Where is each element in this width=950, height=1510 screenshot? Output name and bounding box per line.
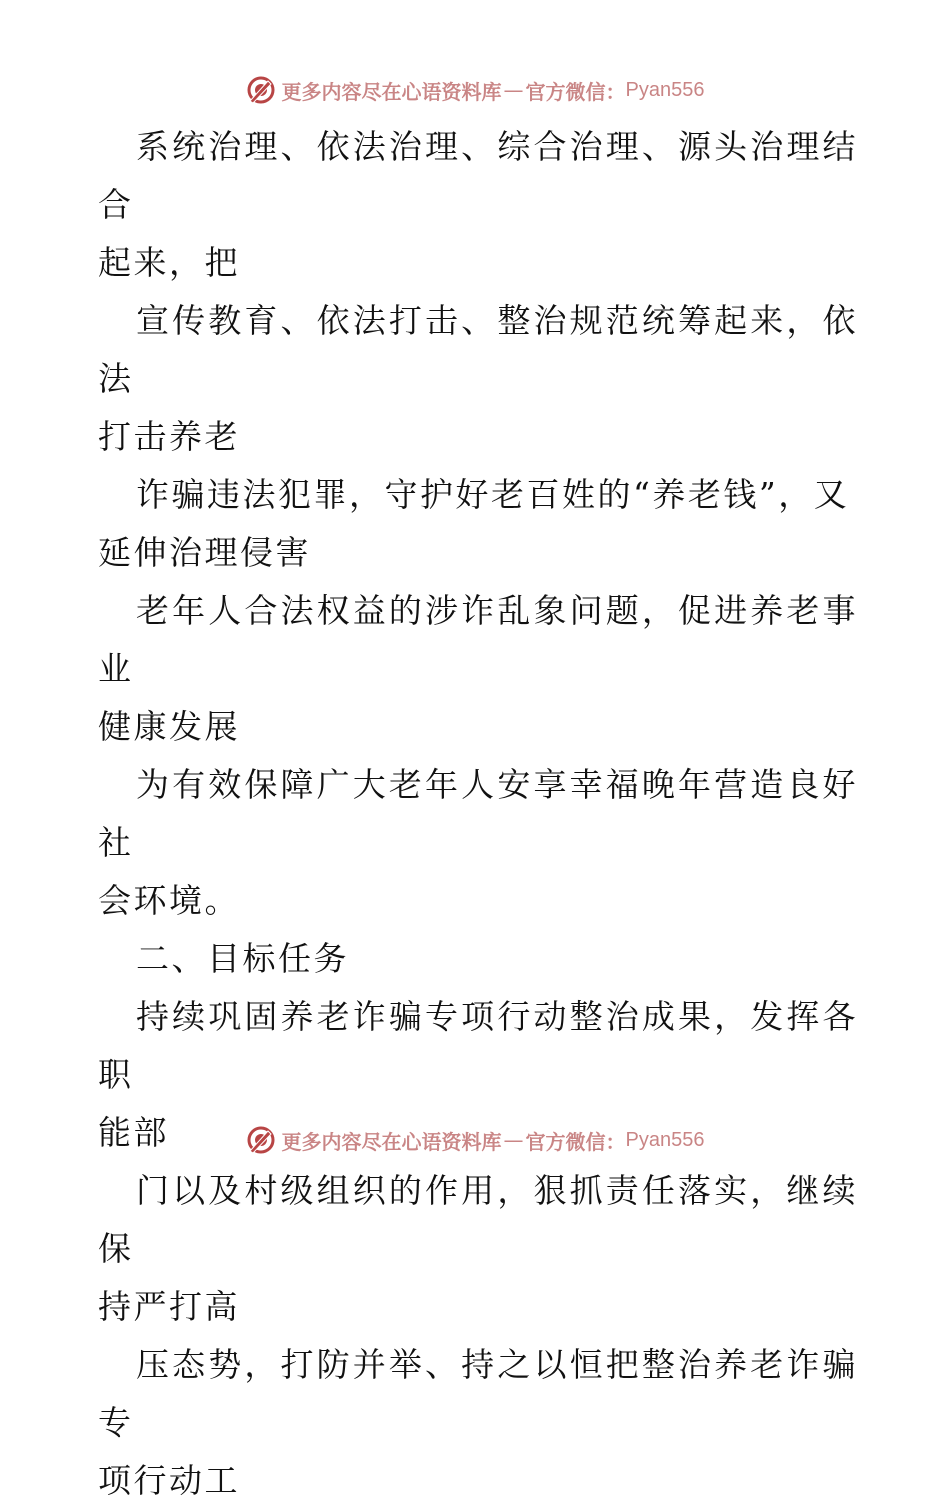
paragraph-first-line: 老年人合法权益的涉诈乱象问题，促进养老事业	[98, 591, 858, 688]
paragraph-continuation: 项行动工	[98, 1461, 240, 1500]
paragraph-first-line: 诈骗违法犯罪，守护好老百姓的“养老钱”，又	[136, 475, 850, 514]
paragraph-first-line: 压态势，打防并举、持之以恒把整治养老诈骗专	[98, 1345, 858, 1442]
paragraph-continuation: 会环境。	[98, 881, 240, 920]
paragraph-continuation: 持严打高	[98, 1287, 240, 1326]
paragraph	[98, 582, 858, 756]
paragraph-continuation: 延伸治理侵害	[98, 533, 311, 572]
watermark-wechat-id: Pyan556	[625, 78, 705, 101]
paragraph-first-line: 为有效保障广大老年人安享幸福晚年营造良好社	[98, 765, 858, 862]
paragraph-first-line: 门以及村级组织的作用，狠抓责任落实，继续保	[98, 1171, 858, 1268]
header-watermark	[0, 70, 950, 110]
paragraph	[98, 292, 858, 466]
watermark-separator: —	[503, 1128, 524, 1152]
watermark-suffix: 官方微信：	[525, 79, 626, 104]
section-heading	[98, 930, 858, 988]
watermark-text: 更多内容尽在心语资料库	[281, 1129, 502, 1154]
watermark-wechat-id: Pyan556	[625, 1128, 705, 1151]
paragraph-continuation: 打击养老	[98, 417, 240, 456]
paragraph-first-line: 持续巩固养老诈骗专项行动整治成果，发挥各职	[98, 997, 858, 1094]
paragraph-continuation: 起来，把	[98, 243, 240, 282]
watermark-separator: —	[503, 78, 524, 102]
watermark-suffix: 官方微信：	[525, 1129, 626, 1154]
watermark-text: 更多内容尽在心语资料库	[281, 79, 502, 104]
paragraph-continuation: 能部	[98, 1113, 169, 1152]
paragraph	[98, 1162, 858, 1336]
document-body	[98, 118, 858, 1510]
paragraph	[98, 466, 858, 582]
paragraph-first-line: 系统治理、依法治理、综合治理、源头治理结合	[98, 127, 858, 224]
footer-watermark	[0, 1120, 950, 1160]
paragraph	[98, 118, 858, 292]
paragraph	[98, 1336, 858, 1510]
paragraph	[98, 756, 858, 930]
heading-text: 二、目标任务	[136, 939, 349, 978]
paragraph-continuation: 健康发展	[98, 707, 240, 746]
paragraph-first-line: 宣传教育、依法打击、整治规范统筹起来，依法	[98, 301, 858, 398]
pen-logo-icon	[246, 75, 276, 105]
pen-logo-icon	[246, 1125, 276, 1155]
